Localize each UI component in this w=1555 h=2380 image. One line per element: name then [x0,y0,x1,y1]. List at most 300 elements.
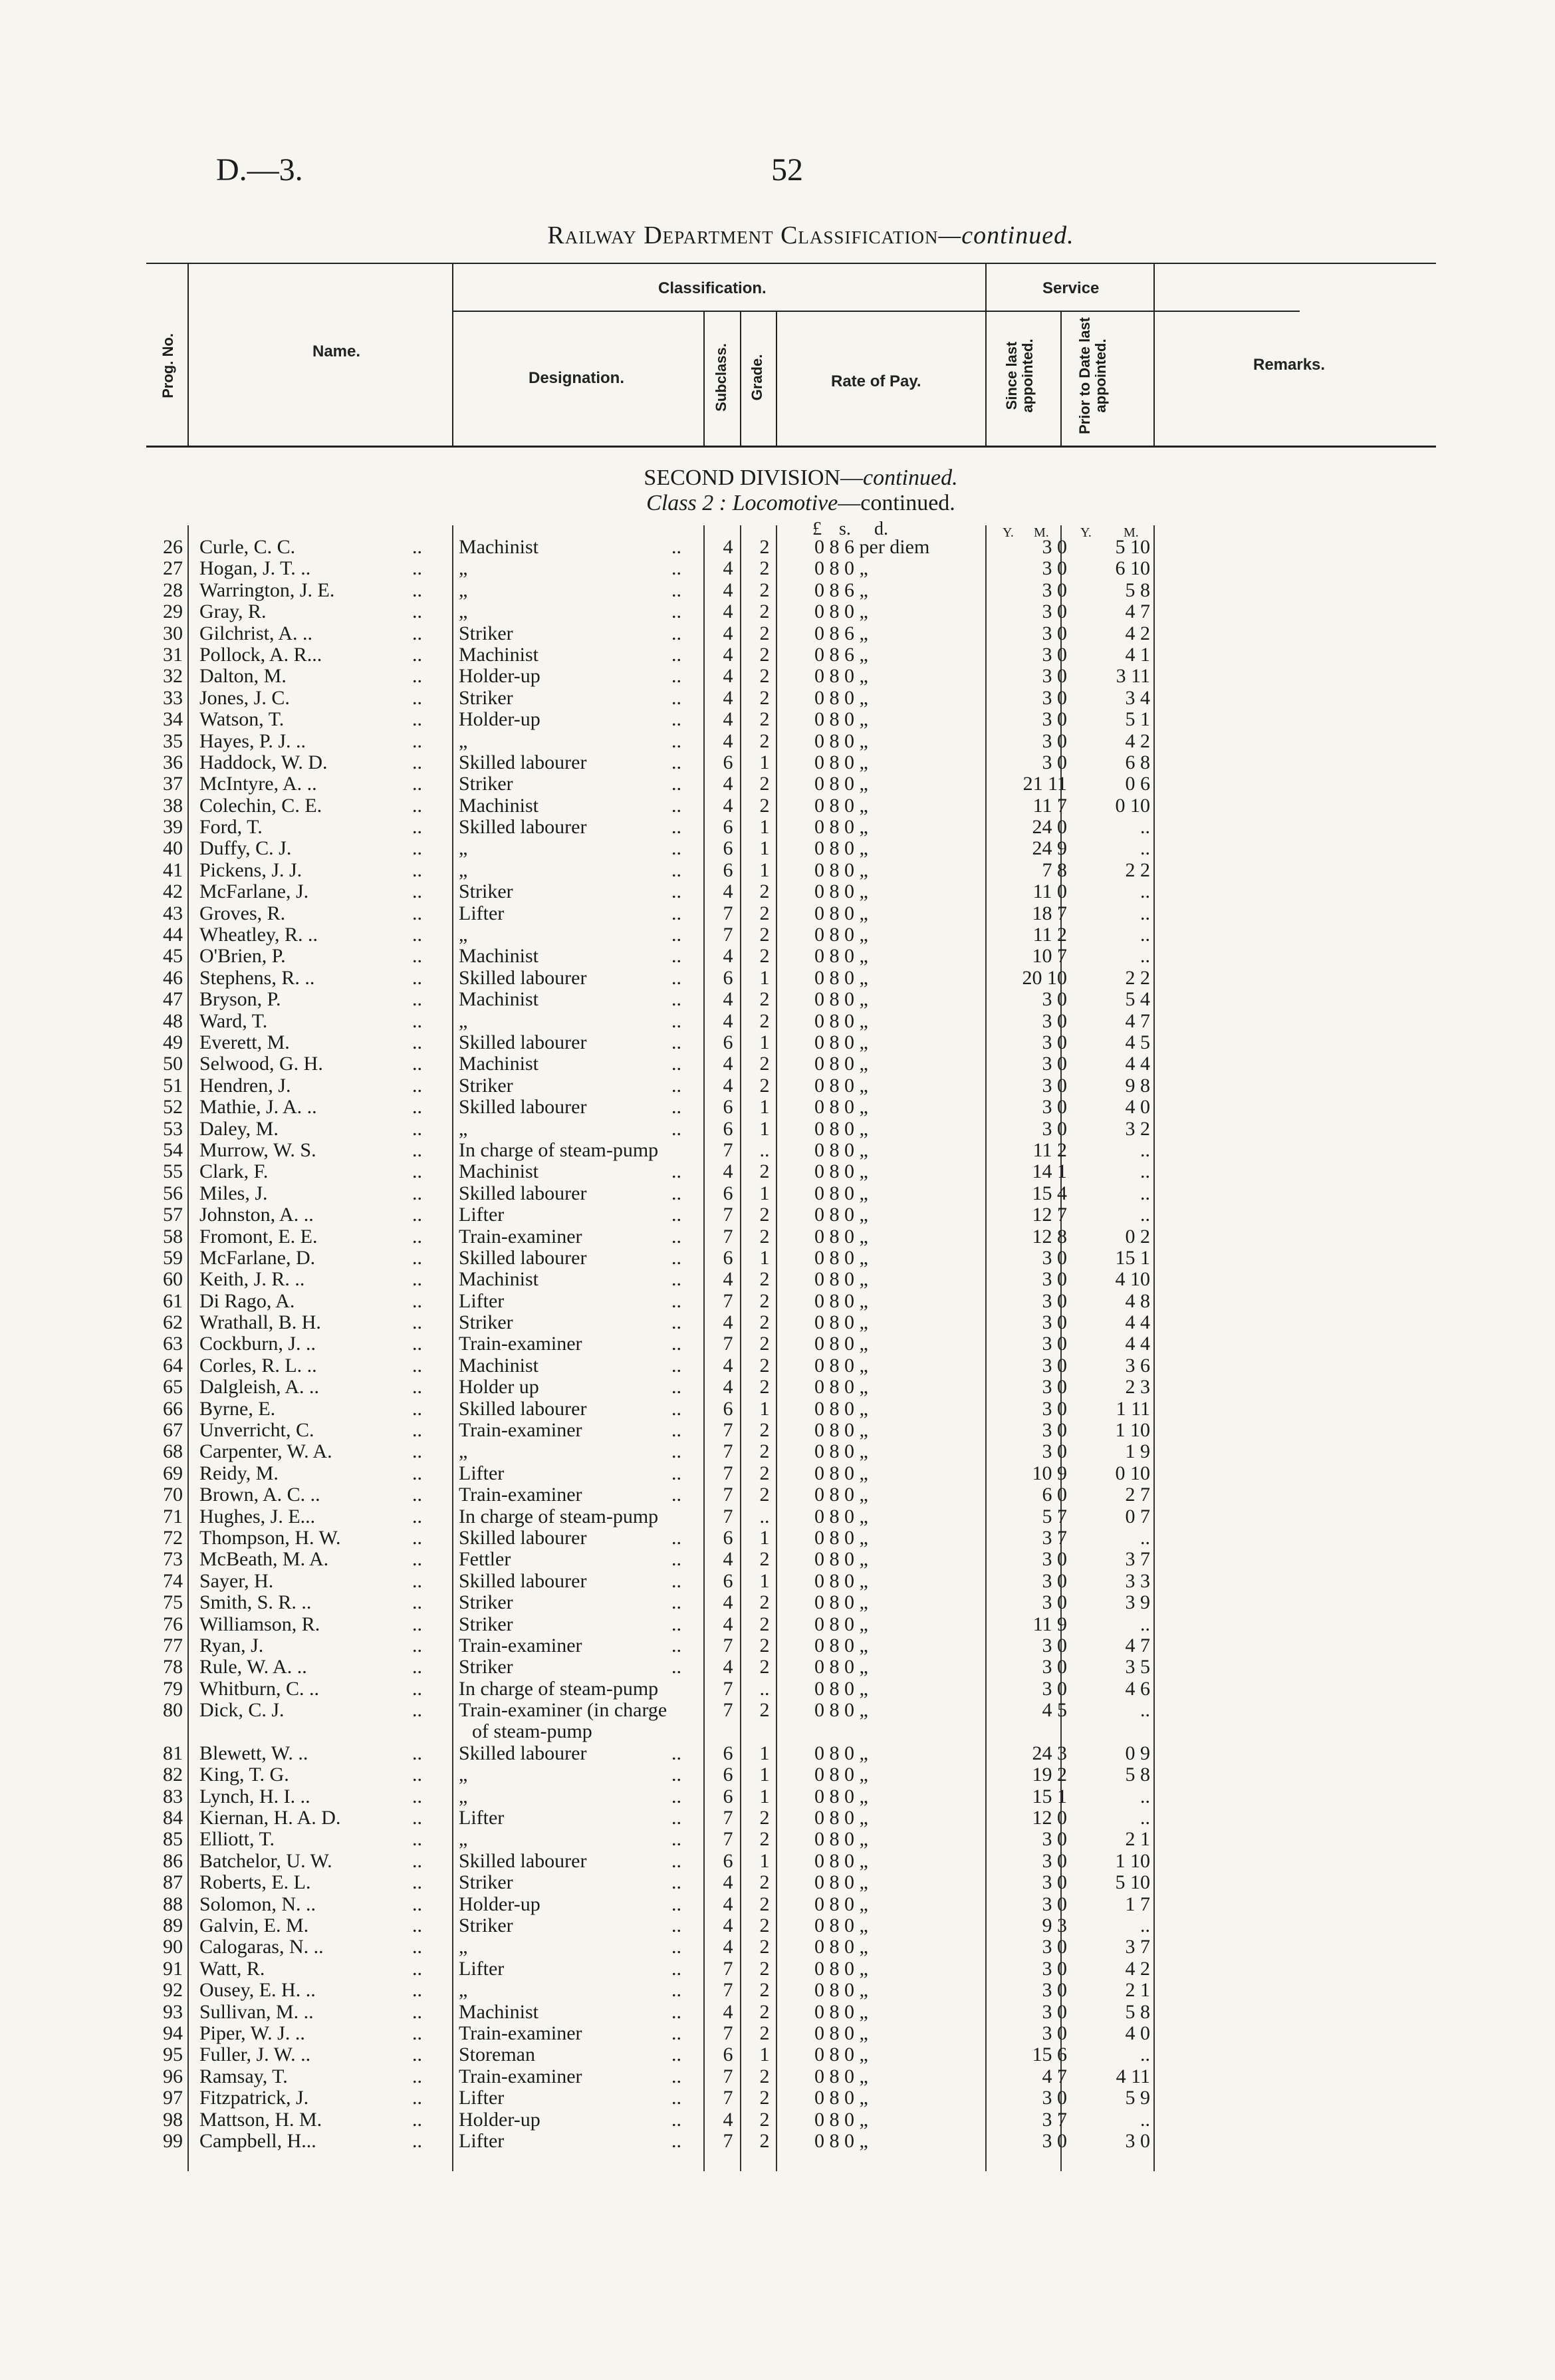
leader-dots: .. [412,1376,422,1398]
grade-cell: 2 [759,2129,770,2152]
leader-dots: .. [671,1548,681,1571]
table-row [146,880,1150,903]
leader-dots: .. [412,600,422,623]
leader-dots: .. [671,1419,681,1442]
subclass-cell: 7 [723,1138,733,1161]
table-row [146,665,1150,688]
table-row [146,1225,1150,1248]
name-cell: Groves, R. [199,902,286,924]
header-bottom-rule [146,446,1436,448]
table-row [146,1117,1150,1140]
table-row [146,1526,1150,1549]
prior-to-date-cell: 5 10 [1115,536,1150,558]
grade-cell: 2 [759,1699,770,1722]
grade-cell: 2 [759,1376,770,1398]
prog-no-cell: 37 [163,773,183,795]
leader-dots: .. [412,1311,422,1334]
rate-of-pay-cell: 0 8 0 „ [814,1979,868,2002]
leader-dots: .. [412,2108,422,2131]
rate-of-pay-cell: 0 8 0 „ [814,2000,868,2023]
prior-to-date-cell: 15 1 [1115,1246,1150,1269]
name-cell: Thompson, H. W. [199,1526,341,1549]
table-row [146,600,1150,623]
designation-cell: Striker [459,1074,513,1097]
table-row [146,1569,1150,1592]
grade-cell: 2 [759,579,770,601]
name-cell: Solomon, N. .. [199,1893,316,1915]
designation-cell: Striker [459,880,513,903]
prog-no-cell: 34 [163,708,183,731]
leader-dots: .. [412,1225,422,1248]
prog-no-cell: 82 [163,1764,183,1786]
prog-no-cell: 30 [163,622,183,644]
designation-cell: Skilled labourer [459,1031,587,1053]
name-cell: McFarlane, D. [199,1246,316,1269]
name-cell: Gilchrist, A. .. [199,622,312,644]
grade-cell: 2 [759,1957,770,1980]
name-cell: Selwood, G. H. [199,1053,323,1075]
leader-dots: .. [412,1204,422,1226]
grade-cell: 2 [759,729,770,752]
since-last-cell: 19 2 [1032,1764,1067,1786]
subclass-cell: 6 [723,1246,733,1269]
designation-cell: Lifter [459,2087,505,2109]
leader-dots: .. [412,1031,422,1053]
prog-no-cell: 45 [163,945,183,968]
leader-dots: .. [671,1893,681,1915]
prog-no-cell: 46 [163,966,183,989]
leader-dots: .. [671,1785,681,1807]
prog-no-cell: 36 [163,751,183,773]
leader-dots: .. [671,794,681,817]
designation-cell: „ [459,729,468,752]
designation-cell: Striker [459,1311,513,1334]
subclass-cell: 4 [723,1548,733,1571]
subclass-cell: 7 [723,924,733,946]
prog-no-cell: 54 [163,1138,183,1161]
subclass-cell: 7 [723,1677,733,1700]
designation-cell: „ [459,1440,468,1463]
grade-cell: 2 [759,1311,770,1334]
leader-dots: .. [412,816,422,839]
leader-dots: .. [412,579,422,601]
since-last-cell: 18 7 [1032,902,1067,924]
table-row [146,1053,1150,1075]
rate-of-pay-cell: 0 8 0 „ [814,2065,868,2087]
designation-cell: „ [459,1979,468,2002]
grade-cell: 2 [759,1333,770,1355]
rate-of-pay-cell: 0 8 0 „ [814,1462,868,1484]
table-row [146,1484,1150,1506]
grade-cell: 2 [759,1828,770,1851]
rate-of-pay-cell: 0 8 0 „ [814,1634,868,1656]
leader-dots: .. [412,1849,422,1872]
prior-to-date-cell: 9 8 [1125,1074,1150,1097]
prog-no-cell: 89 [163,1915,183,1937]
subclass-cell: 4 [723,665,733,688]
rate-of-pay-cell: 0 8 0 „ [814,2044,868,2066]
since-last-cell: 3 0 [1042,1053,1067,1075]
subclass-cell: 7 [723,1440,733,1463]
name-cell: O'Brien, P. [199,945,286,968]
name-cell: Piper, W. J. .. [199,2022,305,2044]
leader-dots: .. [671,536,681,558]
rate-of-pay-cell: 0 8 0 „ [814,1440,868,1463]
prior-to-date-cell: 4 10 [1115,1268,1150,1291]
leader-dots: .. [671,1053,681,1075]
prior-to-date-cell: .. [1140,837,1150,860]
grade-cell: 1 [759,1569,770,1592]
subclass-cell: 4 [723,945,733,968]
prior-to-date-cell: .. [1140,1160,1150,1183]
rate-of-pay-cell: 0 8 0 „ [814,1548,868,1571]
grade-cell: 1 [759,2044,770,2066]
designation-cell: Machinist [459,643,538,666]
prog-no-cell: 87 [163,1871,183,1894]
designation-cell: „ [459,924,468,946]
table-row [146,966,1150,989]
designation-cell: Striker [459,1871,513,1894]
since-last-cell: 3 0 [1042,600,1067,623]
designation-cell: „ [459,579,468,601]
rate-of-pay-cell: 0 8 0 „ [814,1785,868,1807]
table-row [146,1031,1150,1053]
leader-dots: .. [412,686,422,709]
staff-table-body [146,536,1150,2152]
leader-dots: .. [412,1160,422,1183]
leader-dots: .. [671,1204,681,1226]
prog-no-cell: 33 [163,686,183,709]
prior-to-date-cell: 3 5 [1125,1656,1150,1678]
rate-of-pay-cell: 0 8 0 „ [814,1526,868,1549]
rate-of-pay-cell: 0 8 0 „ [814,2087,868,2109]
name-cell: Calogaras, N. .. [199,1936,324,1958]
subclass-cell: 4 [723,988,733,1011]
since-last-cell: 3 0 [1042,1354,1067,1377]
grade-cell: 2 [759,643,770,666]
leader-dots: .. [671,1268,681,1291]
subclass-cell: 4 [723,2108,733,2131]
table-row [146,2108,1150,2131]
designation-cell: Skilled labourer [459,1849,587,1872]
title-continued: —continued. [938,221,1074,249]
rate-of-pay-cell: 0 8 0 „ [814,1591,868,1614]
rate-of-pay-cell: 0 8 0 „ [814,1289,868,1312]
name-cell: Elliott, T. [199,1828,275,1851]
subclass-cell: 4 [723,1376,733,1398]
leader-dots: .. [671,729,681,752]
designation-cell: Lifter [459,1957,505,1980]
leader-dots: .. [412,1246,422,1269]
subclass-cell: 7 [723,1505,733,1527]
prog-no-cell: 49 [163,1031,183,1053]
leader-dots: .. [671,1915,681,1937]
designation-cell: Train-examiner [459,2065,582,2087]
grade-cell: 2 [759,1591,770,1614]
prog-no-cell: 96 [163,2065,183,2087]
table-row [146,536,1150,558]
subclass-cell: 6 [723,816,733,839]
since-last-cell: 11 0 [1032,880,1067,903]
table-row [146,1634,1150,1656]
since-last-cell: 3 0 [1042,1397,1067,1420]
header-divider [740,311,741,447]
leader-dots: .. [412,2022,422,2044]
col-rate-of-pay: Rate of Pay. [831,372,921,390]
prog-no-cell: 39 [163,816,183,839]
table-row [146,924,1150,946]
table-row [146,557,1150,580]
prior-to-date-cell: .. [1140,1915,1150,1937]
designation-cell: Striker [459,1613,513,1635]
since-last-cell: 3 0 [1042,1569,1067,1592]
column-rule [1153,525,1155,2171]
leader-dots: .. [671,1289,681,1312]
leader-dots: .. [412,1764,422,1786]
leader-dots: .. [671,1096,681,1119]
table-row [146,773,1150,795]
table-row [146,2044,1150,2066]
grade-cell: .. [759,1677,770,1700]
leader-dots: .. [671,924,681,946]
designation-cell: Striker [459,622,513,644]
name-cell: Williamson, R. [199,1613,320,1635]
designation-cell: „ [459,837,468,860]
leader-dots: .. [671,2000,681,2023]
name-cell: Dalton, M. [199,665,287,688]
prior-to-date-cell: .. [1140,1182,1150,1204]
subclass-cell: 4 [723,1268,733,1291]
prog-no-cell: 86 [163,1849,183,1872]
prior-to-date-cell: 1 11 [1116,1397,1150,1420]
leader-dots: .. [671,1376,681,1398]
subclass-cell: 4 [723,600,733,623]
since-last-cell: 3 0 [1042,643,1067,666]
subclass-cell: 7 [723,1484,733,1506]
leader-dots: .. [412,557,422,580]
class-name: Locomotive [732,491,838,515]
prog-no-cell: 64 [163,1354,183,1377]
since-last-cell: 3 0 [1042,686,1067,709]
rate-of-pay-cell: 0 8 0 „ [814,557,868,580]
header-divider [1153,263,1155,447]
grade-cell: 2 [759,1160,770,1183]
prog-no-cell: 59 [163,1246,183,1269]
name-cell: Hogan, J. T. .. [199,557,311,580]
leader-dots: .. [412,1419,422,1442]
prog-no-cell: 70 [163,1484,183,1506]
table-row [146,1613,1150,1635]
prior-to-date-cell: 3 7 [1125,1936,1150,1958]
leader-dots: .. [671,1031,681,1053]
rate-of-pay-cell: 0 8 0 „ [814,708,868,731]
name-cell: Fromont, E. E. [199,1225,318,1248]
subclass-cell: 4 [723,1613,733,1635]
grade-cell: 2 [759,2065,770,2087]
designation-cell: Skilled labourer [459,816,587,839]
prog-no-cell: 81 [163,1742,183,1764]
prog-no-cell: 88 [163,1893,183,1915]
header-divider [452,263,453,447]
header-top-rule [146,263,1436,264]
leader-dots: .. [671,1182,681,1204]
name-cell: Unverricht, C. [199,1419,314,1442]
leader-dots: .. [671,1246,681,1269]
prog-no-cell: 85 [163,1828,183,1851]
subclass-cell: 7 [723,1333,733,1355]
table-row [146,794,1150,817]
designation-cell: Holder-up [459,2108,540,2131]
designation-cell: Skilled labourer [459,1246,587,1269]
since-last-cell: 3 0 [1042,708,1067,731]
subclass-cell: 6 [723,966,733,989]
leader-dots: .. [671,1634,681,1656]
designation-cell-continued: of steam-pump [472,1720,592,1743]
prior-to-date-cell: 5 10 [1115,1871,1150,1894]
grade-cell: 2 [759,1074,770,1097]
prog-no-cell: 84 [163,1807,183,1829]
prior-to-date-cell: 2 1 [1125,1979,1150,2002]
since-last-cell: 4 5 [1042,1699,1067,1722]
leader-dots: .. [412,988,422,1011]
prog-no-cell: 76 [163,1613,183,1635]
table-row [146,902,1150,924]
name-cell: Mathie, J. A. .. [199,1096,317,1119]
subclass-cell: 7 [723,1634,733,1656]
prog-no-cell: 31 [163,643,183,666]
designation-cell: Skilled labourer [459,1096,587,1119]
prior-to-date-cell: 0 7 [1125,1505,1150,1527]
prior-to-date-cell: 4 8 [1125,1289,1150,1312]
class-label: Class 2 : [646,491,733,515]
name-cell: Brown, A. C. .. [199,1484,320,1506]
subclass-cell: 4 [723,1009,733,1032]
prog-no-cell: 35 [163,729,183,752]
prog-no-cell: 66 [163,1397,183,1420]
prior-to-date-cell: 4 11 [1116,2065,1150,2087]
name-cell: Hendren, J. [199,1074,291,1097]
prog-no-cell: 65 [163,1376,183,1398]
table-row [146,1548,1150,1571]
leader-dots: .. [412,2087,422,2109]
grade-cell: 1 [759,859,770,881]
since-last-cell: 3 0 [1042,2000,1067,2023]
grade-cell: 2 [759,880,770,903]
since-last-cell: 24 9 [1032,837,1067,860]
prior-to-date-cell: 3 11 [1116,665,1150,688]
col-prog-no: Prog. No. [160,333,176,398]
since-last-cell: 20 10 [1022,966,1067,989]
table-row [146,859,1150,881]
designation-cell: „ [459,1764,468,1786]
rate-of-pay-cell: 0 8 0 „ [814,1849,868,1872]
grade-cell: 1 [759,1246,770,1269]
subclass-cell: 7 [723,2065,733,2087]
leader-dots: .. [412,1893,422,1915]
class-continued: —continued. [838,491,955,515]
grade-cell: 2 [759,1354,770,1377]
leader-dots: .. [412,1742,422,1764]
leader-dots: .. [671,1957,681,1980]
prior-to-date-cell: 4 1 [1125,643,1150,666]
unit-pounds: £ [812,519,822,539]
since-last-cell: 21 11 [1022,773,1067,795]
designation-cell: Striker [459,1591,513,1614]
leader-dots: .. [671,2022,681,2044]
prog-no-cell: 27 [163,557,183,580]
subclass-cell: 7 [723,1828,733,1851]
prior-to-date-cell: 6 10 [1115,557,1150,580]
since-last-cell: 4 7 [1042,2065,1067,2087]
prog-no-cell: 91 [163,1957,183,1980]
name-cell: McFarlane, J. [199,880,309,903]
subclass-cell: 7 [723,1699,733,1722]
since-last-cell: 3 0 [1042,1936,1067,1958]
leader-dots: .. [671,1160,681,1183]
grade-cell: 2 [759,1289,770,1312]
name-cell: Lynch, H. I. .. [199,1785,310,1807]
prog-no-cell: 98 [163,2108,183,2131]
designation-cell: Fettler [459,1548,511,1571]
name-cell: Clark, F. [199,1160,269,1183]
table-row [146,2000,1150,2023]
name-cell: McIntyre, A. .. [199,773,317,795]
since-last-cell: 6 0 [1042,1484,1067,1506]
since-last-cell: 3 0 [1042,1548,1067,1571]
leader-dots: .. [412,902,422,924]
leader-dots: .. [412,1569,422,1592]
rate-of-pay-cell: 0 8 0 „ [814,924,868,946]
subclass-cell: 4 [723,1160,733,1183]
prior-to-date-cell: 4 7 [1125,600,1150,623]
col-remarks: Remarks. [1253,356,1326,374]
leader-dots: .. [671,1074,681,1097]
since-last-cell: 5 7 [1042,1505,1067,1527]
leader-dots: .. [671,1354,681,1377]
rate-of-pay-cell: 0 8 0 „ [814,988,868,1011]
prior-to-date-cell: .. [1140,1526,1150,1549]
table-row [146,1591,1150,1614]
table-row [146,1936,1150,1958]
leader-dots: .. [412,1268,422,1291]
prog-no-cell: 48 [163,1009,183,1032]
header-divider [985,263,987,447]
designation-cell: „ [459,1009,468,1032]
name-cell: Ramsay, T. [199,2065,288,2087]
leader-dots: .. [412,536,422,558]
table-row [146,1979,1150,2002]
designation-cell: Skilled labourer [459,1397,587,1420]
prior-to-date-cell: 3 3 [1125,1569,1150,1592]
since-last-cell: 3 7 [1042,2108,1067,2131]
rate-of-pay-cell: 0 8 0 „ [814,1613,868,1635]
subclass-cell: 4 [723,1915,733,1937]
col-grade: Grade. [749,354,765,401]
rate-of-pay-cell: 0 8 0 „ [814,1656,868,1678]
since-last-cell: 9 3 [1042,1915,1067,1937]
leader-dots: .. [412,1591,422,1614]
table-row [146,1354,1150,1377]
table-row [146,579,1150,601]
name-cell: Hughes, J. E... [199,1505,316,1527]
subclass-cell: 4 [723,1311,733,1334]
name-cell: Rule, W. A. .. [199,1656,307,1678]
name-cell: Cockburn, J. .. [199,1333,316,1355]
since-last-cell: 12 7 [1032,1204,1067,1226]
leader-dots: .. [412,1613,422,1635]
rate-of-pay-cell: 0 8 0 „ [814,1871,868,1894]
unit-months: M. [1034,525,1049,540]
